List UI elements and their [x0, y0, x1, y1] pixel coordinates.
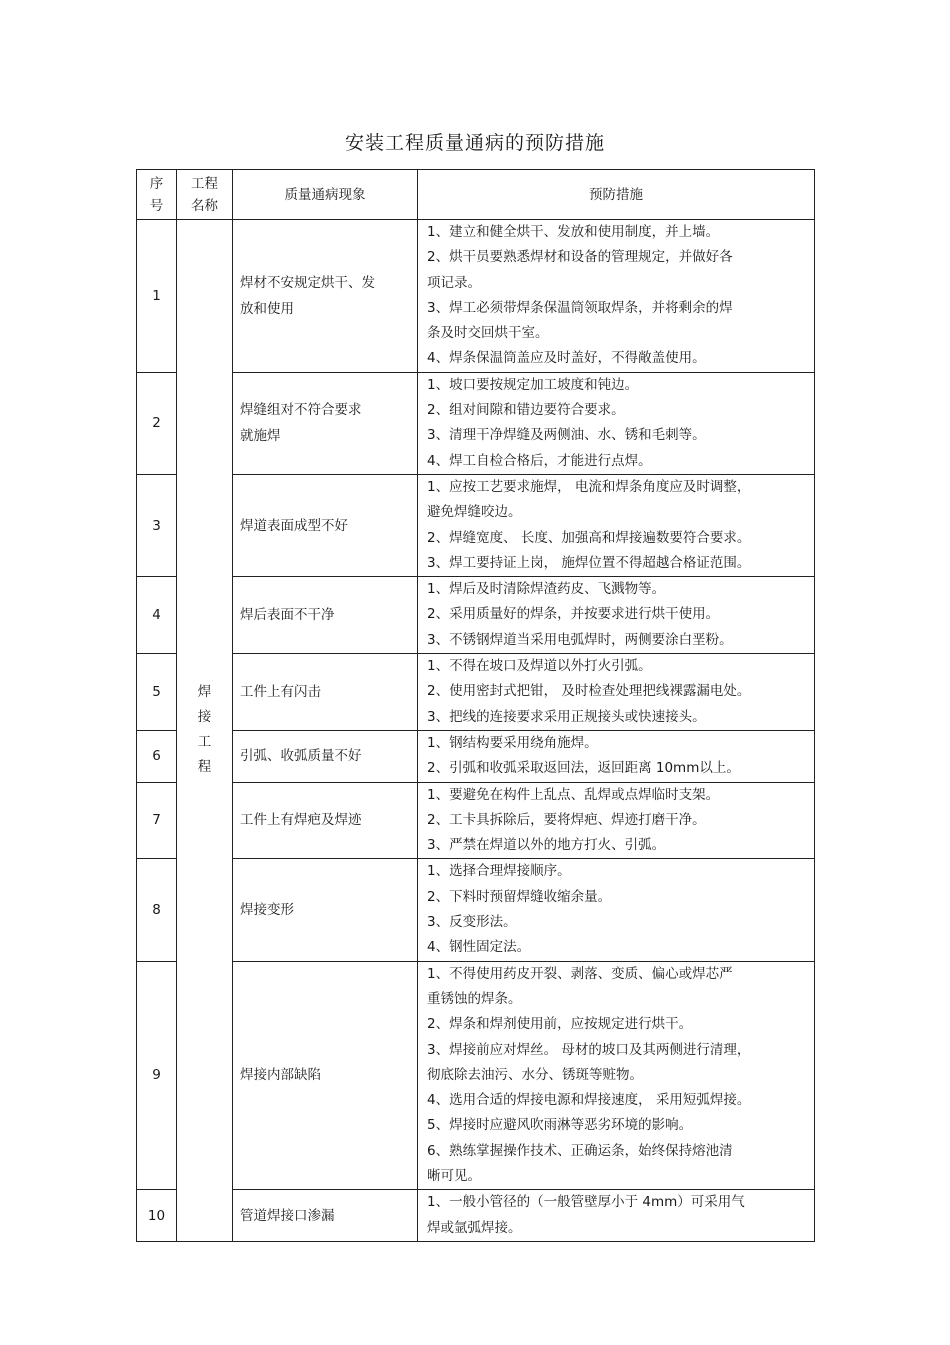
measure-line: 6、熟练掌握操作技术、正确运条，始终保持熔池清 — [427, 1142, 733, 1159]
row-number: 7 — [137, 782, 177, 859]
table-row — [137, 782, 815, 859]
measure-line: 4、焊工自检合格后，才能进行点焊。 — [427, 452, 652, 469]
measure-line: 3、不锈钢焊道当采用电弧焊时，两侧要涂白垩粉。 — [427, 631, 733, 648]
defect-phenomenon — [233, 654, 418, 731]
table-row — [137, 577, 815, 654]
defect-phenomenon — [233, 220, 418, 373]
row-number: 4 — [137, 577, 177, 654]
header-no-line2: 号 — [149, 197, 164, 214]
measure-line: 焊或氩弧焊接。 — [427, 1219, 522, 1236]
measure-line: 1、建立和健全烘干、发放和使用制度，并上墙。 — [427, 224, 720, 240]
measure-line: 3、焊接前应对焊丝。 母材的坡口及其两侧进行清理， — [427, 1041, 751, 1058]
measure-line: 1、坡口要按规定加工坡度和钝边。 — [427, 376, 639, 393]
row-number: 9 — [137, 961, 177, 1190]
row-number: 5 — [137, 654, 177, 731]
row-number: 1 — [137, 220, 177, 373]
measure-line: 1、不得使用药皮开裂、剥落、变质、偏心或焊芯严 — [427, 965, 733, 982]
phenomenon-line: 引弧、收弧质量不好 — [240, 748, 362, 765]
header-category-line2: 名称 — [191, 197, 218, 214]
measure-line: 1、要避免在构件上乱点、乱焊或点焊临时支架。 — [427, 786, 720, 803]
measure-line: 1、选择合理焊接顺序。 — [427, 863, 571, 880]
measure-line: 3、严禁在焊道以外的地方打火、引弧。 — [427, 837, 666, 854]
measure-line: 2、烘干员要熟悉焊材和设备的管理规定，并做好各 — [427, 249, 733, 266]
prevention-measures — [418, 220, 815, 373]
measure-line: 2、焊缝宽度、 长度、加强高和焊接遍数要符合要求。 — [427, 529, 751, 546]
phenomenon-line: 焊缝组对不符合要求 — [240, 402, 362, 419]
measure-line: 4、钢性固定法。 — [427, 939, 531, 956]
quality-defects-table — [136, 169, 815, 1242]
measure-line: 2、工卡具拆除后，要将焊疤、焊迹打磨干净。 — [427, 811, 706, 828]
table-row — [137, 859, 815, 961]
prevention-measures — [418, 782, 815, 859]
header-no — [137, 170, 177, 220]
prevention-measures — [418, 859, 815, 961]
defect-phenomenon — [233, 1190, 418, 1242]
measure-line: 5、焊接时应避风吹雨淋等恶劣环境的影响。 — [427, 1117, 693, 1134]
measure-line: 晰可见。 — [427, 1167, 481, 1184]
prevention-measures — [418, 654, 815, 731]
defect-phenomenon — [233, 577, 418, 654]
measure-line: 项记录。 — [427, 274, 481, 291]
measure-line: 3、焊工要持证上岗， 施焊位置不得超越合格证范围。 — [427, 554, 751, 571]
table-row — [137, 961, 815, 1190]
measure-line: 重锈蚀的焊条。 — [427, 990, 522, 1007]
header-no-line1: 序 — [149, 175, 164, 192]
measure-line: 4、焊条保温筒盖应及时盖好，不得敞盖使用。 — [427, 350, 706, 367]
defect-phenomenon — [233, 730, 418, 782]
row-number: 10 — [137, 1190, 177, 1242]
category-label: 焊接工程 — [197, 684, 212, 776]
phenomenon-line: 放和使用 — [240, 300, 294, 317]
table-row — [137, 730, 815, 782]
table-row — [137, 654, 815, 731]
prevention-measures — [418, 372, 815, 474]
measure-line: 2、组对间隙和错边要符合要求。 — [427, 402, 625, 419]
measure-line: 2、使用密封式把钳， 及时检查处理把线裸露漏电处。 — [427, 683, 751, 700]
measure-line: 1、一般小管径的（一般管壁厚小于 4mm）可采用气 — [427, 1194, 745, 1211]
phenomenon-line: 焊接内部缺陷 — [240, 1067, 321, 1084]
measure-line: 3、反变形法。 — [427, 914, 517, 931]
row-number: 2 — [137, 372, 177, 474]
measure-line: 1、不得在坡口及焊道以外打火引弧。 — [427, 658, 652, 675]
table-row — [137, 372, 815, 474]
measure-line: 3、清理干净焊缝及两侧油、水、锈和毛刺等。 — [427, 427, 706, 444]
phenomenon-line: 管道焊接口渗漏 — [240, 1207, 335, 1224]
page-title: 安装工程质量通病的预防措施 — [344, 132, 605, 154]
table-header-row — [137, 170, 815, 220]
defect-phenomenon — [233, 961, 418, 1190]
phenomenon-line: 工件上有焊疤及焊迹 — [240, 812, 362, 829]
measure-line: 2、焊条和焊剂使用前，应按规定进行烘干。 — [427, 1016, 693, 1033]
phenomenon-line: 焊道表面成型不好 — [240, 517, 348, 534]
measure-line: 2、下料时预留焊缝收缩余量。 — [427, 888, 612, 905]
prevention-measures — [418, 577, 815, 654]
row-number: 8 — [137, 859, 177, 961]
measure-line: 1、焊后及时清除焊渣药皮、飞溅物等。 — [427, 581, 666, 598]
defect-phenomenon — [233, 782, 418, 859]
header-category-line1: 工程 — [191, 175, 218, 192]
prevention-measures — [418, 961, 815, 1190]
category-cell — [177, 220, 233, 1242]
defect-phenomenon — [233, 372, 418, 474]
measure-line: 避免焊缝咬边。 — [427, 504, 522, 521]
measure-line: 1、应按工艺要求施焊， 电流和焊条角度应及时调整， — [427, 478, 751, 495]
measure-line: 2、引弧和收弧采取返回法，返回距离 10mm以上。 — [427, 760, 740, 777]
measure-line: 4、选用合适的焊接电源和焊接速度， 采用短弧焊接。 — [427, 1092, 751, 1109]
measure-line: 2、采用质量好的焊条，并按要求进行烘干使用。 — [427, 606, 720, 623]
measure-line: 1、钢结构要采用绕角施焊。 — [427, 734, 598, 751]
defect-phenomenon — [233, 474, 418, 576]
phenomenon-line: 工件上有闪击 — [240, 683, 321, 700]
row-number: 6 — [137, 730, 177, 782]
phenomenon-line: 就施焊 — [240, 428, 281, 445]
table-row — [137, 1190, 815, 1242]
prevention-measures — [418, 1190, 815, 1242]
table-row — [137, 474, 815, 576]
phenomenon-line: 焊接变形 — [240, 902, 294, 919]
prevention-measures — [418, 730, 815, 782]
measure-line: 彻底除去油污、水分、锈斑等赃物。 — [427, 1066, 643, 1083]
header-measures: 预防措施 — [418, 170, 815, 220]
header-phenomenon: 质量通病现象 — [233, 170, 418, 220]
measure-line: 3、焊工必须带焊条保温筒领取焊条，并将剩余的焊 — [427, 299, 733, 316]
measure-line: 3、把线的连接要求采用正规接头或快速接头。 — [427, 708, 706, 725]
measure-line: 条及时交回烘干室。 — [427, 325, 549, 342]
table-row — [137, 220, 815, 373]
phenomenon-line: 焊材不安规定烘干、发 — [240, 274, 375, 291]
defect-phenomenon — [233, 859, 418, 961]
prevention-measures — [418, 474, 815, 576]
header-category — [177, 170, 233, 220]
row-number: 3 — [137, 474, 177, 576]
phenomenon-line: 焊后表面不干净 — [240, 607, 335, 624]
